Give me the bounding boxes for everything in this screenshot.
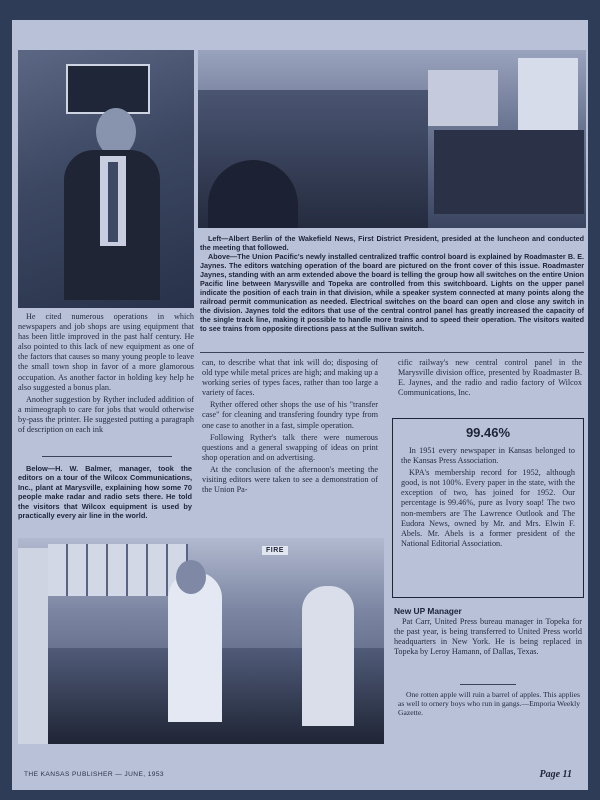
membership-box-title: 99.46%	[465, 425, 511, 440]
column-1-rule	[42, 456, 172, 457]
magazine-page	[12, 20, 588, 790]
column-2-paragraph: Following Ryther's talk there were numerous questions and a general swapping of ideas on print shop operation and on advertising.	[202, 432, 378, 462]
column-1-paragraph: Another suggestion by Ryther included addition of a mimeograph to care for jobs that would otherwise by-pass the printer. He suggested putting a paragraph of description on each ink	[18, 394, 194, 435]
column-2-paragraph: At the conclusion of the afternoon's meeting the visiting editors were taken to see a demonstration of the Union Pa-	[202, 464, 378, 495]
photo-wilcox-factory	[18, 538, 384, 744]
photo-control-board	[198, 50, 586, 228]
membership-paragraph: KPA's membership record for 1952, although good, is not 100%. Every paper in the state, with the exception of two, has joined for 1952. Our percentage is 99.46%, pure as Ivory soap! The two non-members are The Lawrence Outlook and The Eudora News, owned by Mr. and Mrs. Elwin F. Abels. Mr. Abels is a former president of the National Editorial Association.	[401, 468, 575, 548]
caption-above-control-board: Above—The Union Pacific's newly installed centralized traffic control board is explained by Roadmaster B. E. Jaynes. The editors watching operation of the board are pictured on the front cover of this issue. Roadmaster Jaynes, standing with an arm extended above the board is telling the group how all switches on the entire Union Pacific line between Marysville and Topeka are controlled from this switchboard. Lights on the upper panel indicate the position of each train in that division, while a speaker system connected at many points along the railroad permit communication as needed. Electrical switches on the board can open and close any switch in the division. Jaynes told the editors that use of the central control panel has greatly increased the capacity of the single track line, making it possible to handle more trains and to speed their operation. The visitors waited to see trains from opposite directions pass at the Sullivan switch.	[200, 252, 584, 333]
caption-below-balmer: Below—H. W. Balmer, manager, took the editors on a tour of the Wilcox Communications, Inc., plant at Marysville, explaining how some 70 people make radar and radio sets there. He told the visitors that Wilcox equipment is used by practically every air line in the world.	[18, 464, 192, 521]
quote-rule	[460, 684, 516, 685]
fire-sign: FIRE	[262, 546, 288, 555]
column-1-text	[18, 312, 194, 437]
column-2-text	[202, 358, 378, 497]
photo-albert-berlin	[18, 50, 194, 308]
quote-text	[398, 690, 580, 720]
caption-balmer	[18, 464, 192, 520]
column-2-paragraph: can, to describe what that ink will do; disposing of old type while metal prices are high; and making up a working series of types faces, rather than too large a variety of faces.	[202, 358, 378, 398]
column-1-paragraph: He cited numerous operations in which newspapers and job shops are using equipment that has been little improved in the past half century. He also pointed to this lack of new equipment as one of the factors that causes so many young people to leave the small town shop in favor of a more glamorous occupation. As another factor in holding key help he also suggested a bonus plan.	[18, 312, 194, 392]
caption-top-right	[200, 234, 584, 333]
up-manager-text	[394, 617, 582, 659]
caption-rule	[200, 352, 584, 353]
membership-paragraph: In 1951 every newspaper in Kansas belonged to the Kansas Press Association.	[401, 446, 575, 466]
membership-box	[392, 418, 584, 598]
column-3-paragraph: cific railway's new central control panel in the Marysville division office, presented by Roadmaster B. E. Jaynes, and the radio and radio factory of Wilcox Communications, Inc.	[398, 358, 582, 398]
column-2-paragraph: Ryther offered other shops the use of his "transfer case" for cleaning and transfering foundry type from one case to another in a fast, simple operation.	[202, 400, 378, 430]
up-manager-paragraph: Pat Carr, United Press bureau manager in Topeka for the past year, is being transferred to United Press world headquarters in New York. He is being replaced in Topeka by Leroy Hamann, of Dallas, Texas.	[394, 617, 582, 657]
up-manager-heading: New UP Manager	[394, 606, 462, 616]
quote-paragraph: One rotten apple will ruin a barrel of apples. This applies as well to ornery boys who run in gangs.—Emporia Weekly Gazette.	[398, 690, 580, 718]
page-number: Page 11	[539, 769, 572, 780]
column-3-text	[398, 358, 582, 400]
caption-left-berlin: Left—Albert Berlin of the Wakefield News, First District President, presided at the luncheon and conducted the meeting that followed.	[200, 234, 584, 252]
publication-footer: THE KANSAS PUBLISHER — JUNE, 1953	[24, 771, 164, 778]
